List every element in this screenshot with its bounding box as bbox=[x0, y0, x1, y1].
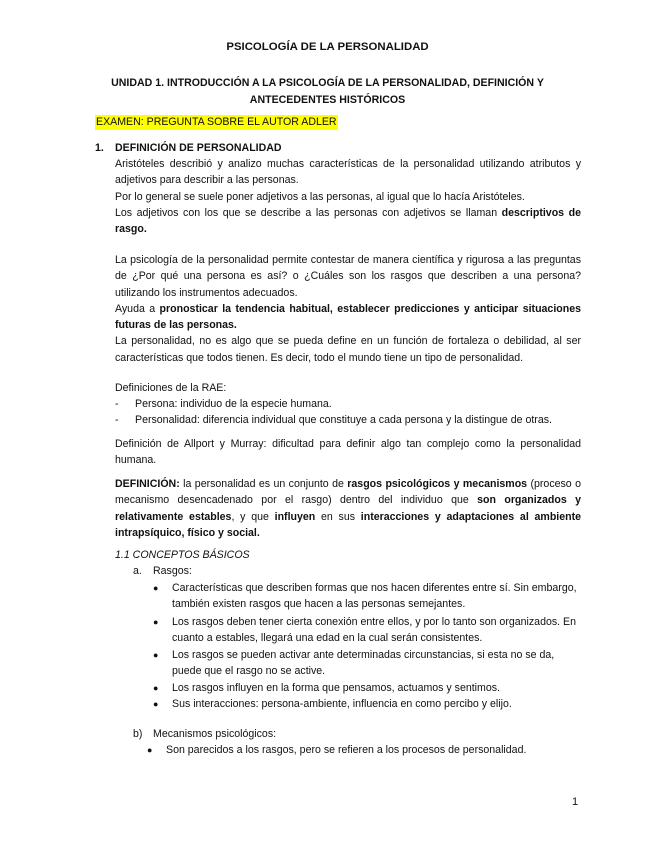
rasgos-heading bbox=[133, 563, 192, 579]
rasgos-title: Rasgos: bbox=[153, 565, 192, 577]
rasgos-label: a. bbox=[133, 565, 142, 577]
paragraph-pronosticar: Ayuda a pronosticar la tendencia habitual, establecer predicciones y anticipar situaciones futuras de las personas. bbox=[115, 302, 581, 332]
unit-heading-line-2: ANTECEDENTES HISTÓRICOS bbox=[249, 94, 406, 106]
section-title: DEFINICIÓN DE PERSONALIDAD bbox=[115, 142, 282, 154]
rae-title: Definiciones de la RAE: bbox=[115, 382, 227, 394]
rasgos-list bbox=[152, 580, 581, 712]
unit-heading bbox=[100, 75, 555, 109]
definition-label: DEFINICIÓN: bbox=[115, 478, 180, 490]
list-item: ● Los rasgos influyen en la forma que pensamos, actuamos y sentimos. bbox=[152, 680, 581, 696]
paragraph-fortaleza: La personalidad, no es algo que se pueda define en un función de fortaleza o debilidad, al ser características que todos tienen. Es decir, todo el mundo tiene un tipo de personalidad. bbox=[115, 335, 581, 364]
section-heading bbox=[95, 140, 581, 156]
page-title: PSICOLOGÍA DE LA PERSONALIDAD bbox=[226, 41, 429, 53]
unit-heading-line-1: UNIDAD 1. INTRODUCCIÓN A LA PSICOLOGÍA DE LA PERSONALIDAD, DEFINICIÓN Y bbox=[111, 77, 544, 89]
psychology-paragraphs bbox=[115, 252, 581, 366]
list-item: ● Son parecidos a los rasgos, pero se refieren a los procesos de personalidad. bbox=[146, 742, 581, 758]
rae-list bbox=[115, 396, 581, 429]
intro-paragraphs bbox=[115, 156, 581, 237]
mecanismos-heading bbox=[133, 726, 276, 742]
paragraph-adjetivos: Por lo general se suele poner adjetivos a las personas, al igual que lo hacía Aristóteles. bbox=[115, 190, 525, 203]
mecanismos-list bbox=[146, 742, 581, 758]
list-item: ● Los rasgos se pueden activar ante determinadas circunstancias, si esta no se da, puede que el rasgo no se active. bbox=[152, 647, 581, 680]
list-item: ● Características que describen formas que nos hacen diferentes entre sí. Sin embargo, también existen rasgos que hacen a las personas semejantes. bbox=[152, 580, 581, 613]
definition-paragraph: DEFINICIÓN: la personalidad es un conjunto de rasgos psicológicos y mecanismos (proceso o mecanismo desencadenado por el rasgo) dentro del individuo que son organizados y relativamente estables, y que influyen en sus interacciones y adaptaciones al ambiente intrapsíquico, físico y social. bbox=[115, 478, 582, 539]
mecanismos-label: b) bbox=[133, 728, 143, 740]
subsection-title: 1.1 CONCEPTOS BÁSICOS bbox=[115, 549, 250, 561]
mecanismos-title: Mecanismos psicológicos: bbox=[153, 728, 277, 740]
list-item: ● Los rasgos deben tener cierta conexión entre ellos, y por lo tanto son organizados. En cuanto a estables, llegará una edad en la cual serán consistentes. bbox=[152, 614, 581, 647]
section-number: 1. bbox=[95, 142, 104, 154]
list-item: - Personalidad: diferencia individual que constituye a cada persona y la distingue de otras. bbox=[115, 412, 581, 428]
paragraph-psicologia: La psicología de la personalidad permite contestar de manera científica y rigurosa a las preguntas de ¿Por qué una persona es así? o ¿Cuáles son los rasgos que describen a una persona? utilizando los instrumentos adecuados. bbox=[115, 254, 581, 299]
page-number: 1 bbox=[572, 796, 579, 808]
list-item: ● Sus interacciones: persona-ambiente, influencia en como percibo y elijo. bbox=[152, 696, 581, 712]
paragraph-allport: Definición de Allport y Murray: dificultad para definir algo tan complejo como la personalidad humana. bbox=[115, 438, 581, 467]
exam-note-highlight: EXAMEN: PREGUNTA SOBRE EL AUTOR ADLER bbox=[96, 116, 337, 128]
paragraph-aristoteles: Aristóteles describió y analizo muchas características de la personalidad utilizando atributos y adjetivos para describir a las personas. bbox=[115, 158, 581, 187]
list-item: - Persona: individuo de la especie humana. bbox=[115, 396, 581, 412]
paragraph-descriptivos: Los adjetivos con los que se describe a las personas con adjetivos se llaman descriptivos de rasgo. bbox=[115, 206, 581, 236]
